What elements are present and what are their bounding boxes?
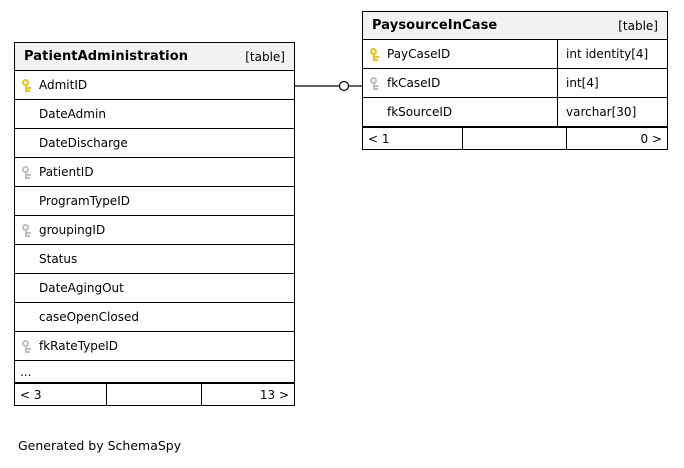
no-key-spacer (15, 187, 37, 215)
table-row[interactable] (15, 100, 294, 129)
incoming-relations-count[interactable]: < 1 (363, 128, 463, 149)
no-key-spacer (15, 245, 37, 273)
no-key-spacer (15, 303, 37, 331)
footer-middle-cell (107, 384, 202, 405)
column-type: int[4] (557, 69, 667, 97)
column-name: Status (39, 252, 78, 266)
column-name: fkCaseID (387, 76, 441, 90)
table-row[interactable] (363, 98, 667, 127)
outgoing-relations-count[interactable]: 13 > (259, 387, 289, 402)
incoming-relations-count[interactable]: < 3 (15, 384, 107, 405)
table-row[interactable] (15, 129, 294, 158)
foreign-key-icon (15, 158, 37, 186)
table-row[interactable] (363, 69, 667, 98)
no-key-spacer (15, 129, 37, 157)
outgoing-relations-count[interactable]: 0 > (640, 131, 662, 146)
table-patientadministration[interactable] (14, 42, 295, 406)
table-row[interactable] (15, 187, 294, 216)
foreign-key-icon (15, 216, 37, 244)
primary-key-icon (15, 71, 37, 99)
table-title: PaysourceInCase (372, 18, 498, 33)
connector-zero-marker-icon (340, 82, 349, 91)
more-columns-row[interactable] (15, 361, 294, 383)
column-name: groupingID (39, 223, 106, 237)
table-title: PatientAdministration (24, 49, 189, 64)
column-type: int identity[4] (557, 40, 667, 68)
primary-key-icon (363, 40, 385, 68)
column-name: fkRateTypeID (39, 339, 119, 353)
column-type: varchar[30] (557, 98, 667, 126)
foreign-key-icon (15, 332, 37, 360)
column-name: DateAgingOut (39, 281, 124, 295)
table-row[interactable] (363, 40, 667, 69)
connector-line-group (294, 82, 362, 91)
no-key-spacer (363, 98, 385, 126)
generated-by-footnote: Generated by SchemaSpy (18, 438, 182, 453)
no-key-spacer (15, 274, 37, 302)
table-row[interactable] (15, 71, 294, 100)
column-name: DateAdmin (39, 107, 106, 121)
table-row[interactable] (15, 303, 294, 332)
table-row[interactable] (15, 245, 294, 274)
column-name: caseOpenClosed (39, 310, 139, 324)
table-row[interactable] (15, 216, 294, 245)
column-name: fkSourceID (387, 105, 453, 119)
table-type-tag: [table] (245, 49, 285, 64)
footer-middle-cell (463, 128, 566, 149)
table-row[interactable] (15, 274, 294, 303)
table-footer (363, 127, 667, 149)
column-name: DateDischarge (39, 136, 128, 150)
column-name: PatientID (39, 165, 94, 179)
column-name: AdmitID (39, 78, 88, 92)
more-columns-ellipsis: ... (20, 365, 32, 379)
table-header (363, 12, 667, 40)
table-row[interactable] (15, 158, 294, 187)
table-footer (15, 383, 294, 405)
table-type-tag: [table] (618, 18, 658, 33)
table-row[interactable] (15, 332, 294, 361)
foreign-key-icon (363, 69, 385, 97)
column-name: ProgramTypeID (39, 194, 130, 208)
column-name: PayCaseID (387, 47, 451, 61)
table-paysourceincase[interactable] (362, 11, 668, 150)
table-header (15, 43, 294, 71)
no-key-spacer (15, 100, 37, 128)
